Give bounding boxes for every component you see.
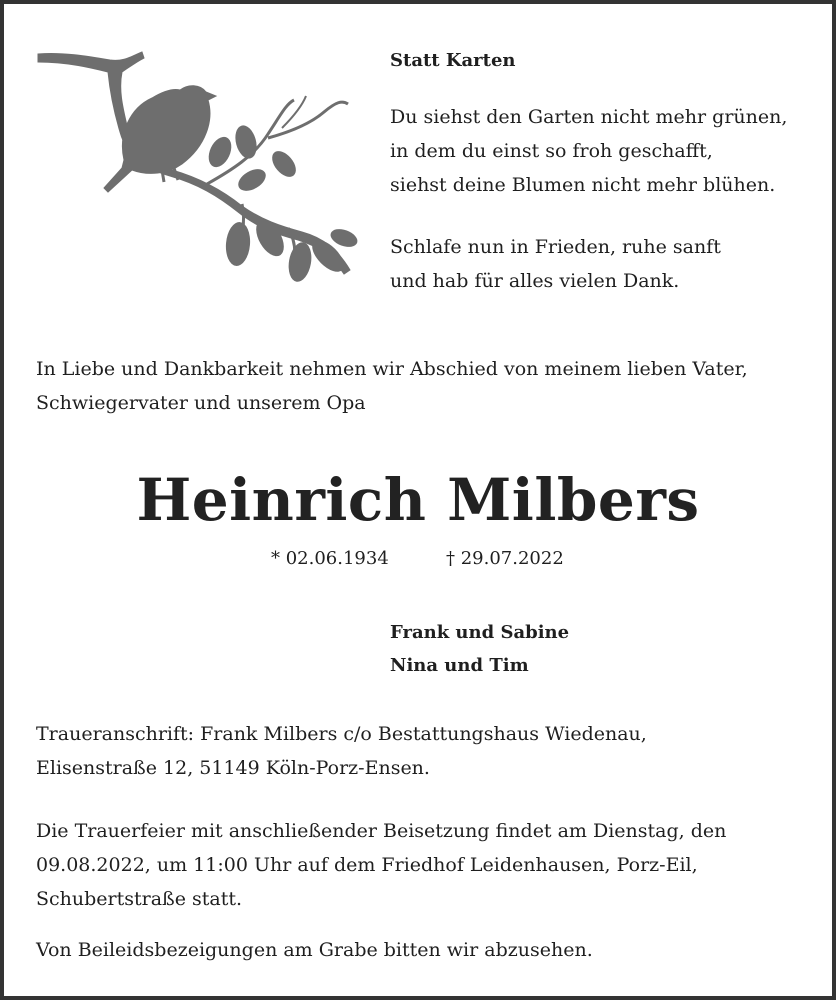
- deceased-name: Heinrich Milbers: [136, 466, 700, 534]
- poem-line: Du siehst den Garten nicht mehr grünen,: [390, 106, 788, 128]
- closing-note: Von Beileidsbezeigungen am Grabe bitten wir abzusehen.: [36, 939, 593, 961]
- mourning-address: [36, 717, 647, 785]
- address-line: Elisenstraße 12, 51149 Köln-Porz-Ensen.: [36, 757, 430, 779]
- intro-text: [36, 352, 748, 420]
- service-line: 09.08.2022, um 11:00 Uhr auf dem Friedhof Leidenhausen, Porz-Eil,: [36, 854, 698, 876]
- intro-line: Schwiegervater und unserem Opa: [36, 392, 366, 414]
- poem-line: siehst deine Blumen nicht mehr blühen.: [390, 174, 776, 196]
- poem-block: [390, 44, 787, 326]
- poem-line: in dem du einst so froh geschafft,: [390, 140, 713, 162]
- poem-line: und hab für alles vielen Dank.: [390, 270, 680, 292]
- service-details: [36, 814, 726, 916]
- death-date: † 29.07.2022: [446, 548, 564, 569]
- poem-stanza-2: [390, 230, 787, 298]
- notice-heading: Statt Karten: [390, 50, 516, 71]
- address-line: Traueranschrift: Frank Milbers c/o Bestattungshaus Wiedenau,: [36, 723, 647, 745]
- service-line: Schubertstraße statt.: [36, 888, 243, 910]
- service-line: Die Trauerfeier mit anschließender Beisetzung findet am Dienstag, den: [36, 820, 727, 842]
- bird-on-branch-icon: [32, 42, 362, 292]
- mourner-name: Nina und Tim: [390, 655, 529, 676]
- poem-line: Schlafe nun in Frieden, ruhe sanft: [390, 236, 721, 258]
- birth-date: * 02.06.1934: [271, 548, 389, 569]
- mourner-name: Frank und Sabine: [390, 622, 570, 643]
- poem-stanza-1: [390, 100, 787, 202]
- intro-line: In Liebe und Dankbarkeit nehmen wir Abschied von meinem lieben Vater,: [36, 358, 748, 380]
- mourners-list: [390, 616, 569, 682]
